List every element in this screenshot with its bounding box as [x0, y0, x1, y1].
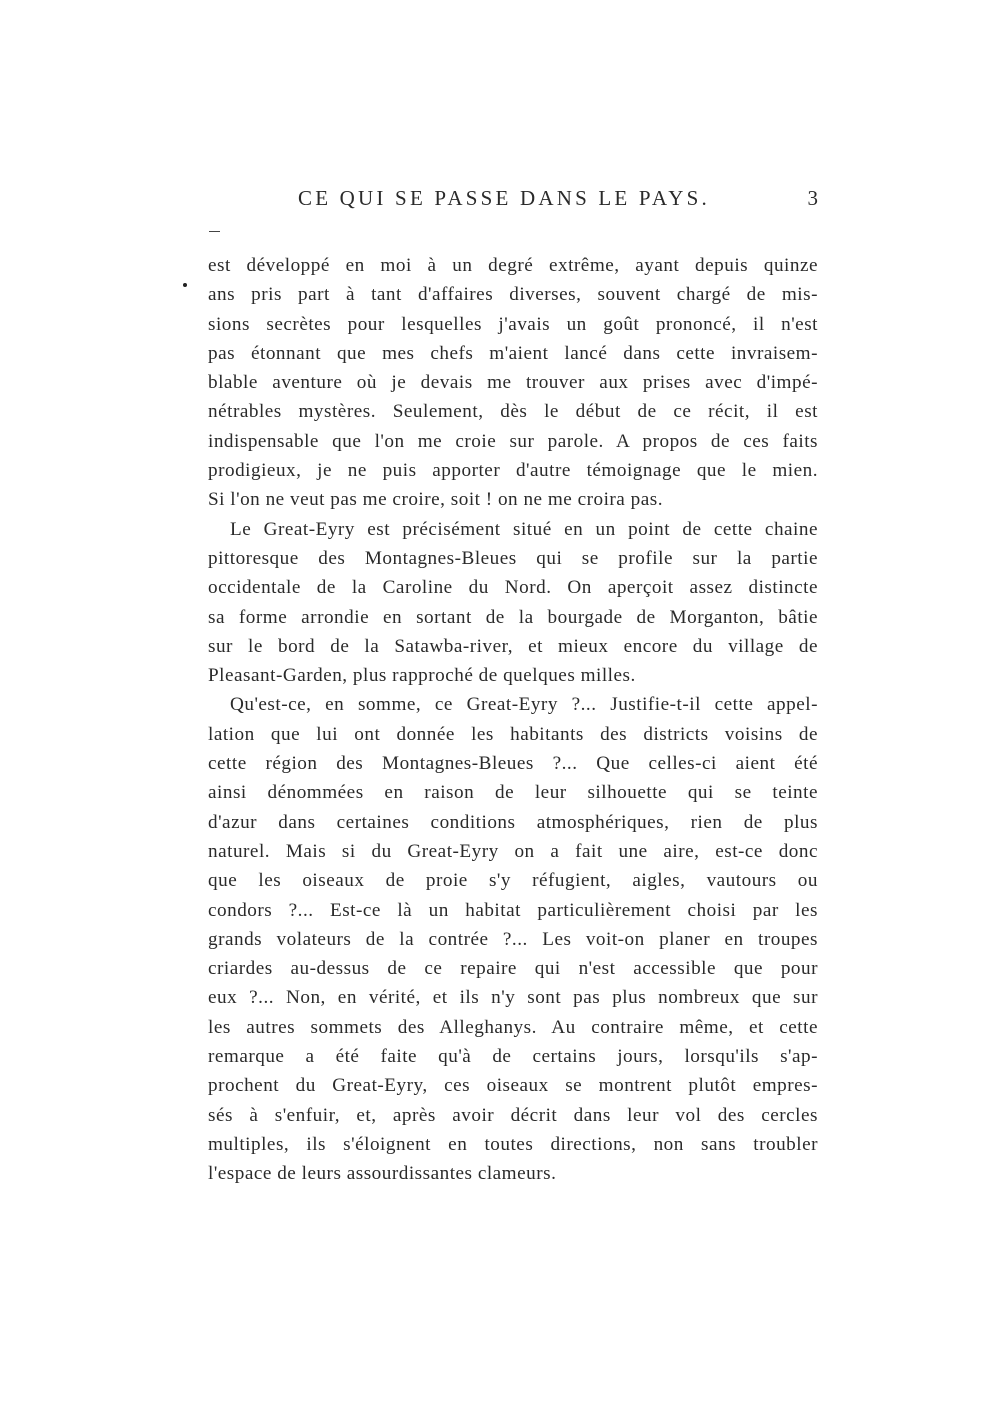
paragraph-2	[208, 515, 818, 691]
running-head	[208, 186, 818, 216]
text-line: l'espace de leurs assourdissantes clameurs.	[208, 1163, 557, 1185]
text-line: condors ?... Est-ce là un habitat particulièrement choisi par les	[208, 899, 818, 921]
text-line: Le Great-Eyry est précisément situé en un point de cette chaine	[230, 518, 818, 540]
text-line: que les oiseaux de proie s'y réfugient, aigles, vautours ou	[208, 870, 818, 892]
text-line: indispensable que l'on me croie sur parole. A propos de ces faits	[208, 430, 818, 452]
text-line: les autres sommets des Alleghanys. Au contraire même, et cette	[208, 1016, 818, 1038]
text-line: remarque a été faite qu'à de certains jours, lorsqu'ils s'ap-	[208, 1046, 818, 1068]
text-line: occidentale de la Caroline du Nord. On aperçoit assez distincte	[208, 577, 818, 599]
paragraph-1	[208, 251, 818, 515]
text-line: lation que lui ont donnée les habitants des districts voisins de	[208, 723, 818, 745]
text-line: cette région des Montagnes-Bleues ?... Que celles-ci aient été	[208, 753, 818, 775]
text-line: ainsi dénommées en raison de leur silhouette qui se teinte	[208, 782, 818, 804]
margin-dot	[183, 283, 187, 287]
text-line: eux ?... Non, en vérité, et ils n'y sont pas plus nombreux que sur	[208, 987, 818, 1009]
text-line: pittoresque des Montagnes-Bleues qui se profile sur la partie	[208, 547, 818, 569]
text-line: d'azur dans certaines conditions atmosphériques, rien de plus	[208, 811, 818, 833]
running-title: CE QUI SE PASSE DANS LE PAYS.	[298, 186, 710, 210]
text-line: naturel. Mais si du Great-Eyry on a fait une aire, est-ce donc	[208, 840, 818, 862]
text-line: sa forme arrondie en sortant de la bourgade de Morganton, bâtie	[208, 606, 818, 628]
text-line: multiples, ils s'éloignent en toutes directions, non sans troubler	[208, 1133, 818, 1155]
text-line: est développé en moi à un degré extrême, ayant depuis quinze	[208, 255, 818, 276]
text-line: sur le bord de la Satawba-river, et mieux encore du village de	[208, 635, 818, 657]
text-line: prodigieux, je ne puis apporter d'autre témoignage que le mien.	[208, 460, 818, 482]
text-line: criardes au-dessus de ce repaire qui n'est accessible que pour	[208, 958, 818, 980]
text-line: grands volateurs de la contrée ?... Les voit-on planer en troupes	[208, 928, 818, 950]
text-line: Si l'on ne veut pas me croire, soit ! on ne me croira pas.	[208, 489, 663, 511]
text-line: prochent du Great-Eyry, ces oiseaux se montrent plutôt empres-	[208, 1075, 818, 1097]
text-line: ans pris part à tant d'affaires diverses, souvent chargé de mis-	[208, 284, 818, 306]
text-line: Pleasant-Garden, plus rapproché de quelques milles.	[208, 665, 636, 687]
text-line: pas étonnant que mes chefs m'aient lancé dans cette invraisem-	[208, 342, 818, 364]
page-number: 3	[807, 186, 818, 210]
text-line: sions secrètes pour lesquelles j'avais un goût prononcé, il n'est	[208, 313, 818, 335]
dash-mark	[209, 231, 220, 232]
text-line: nétrables mystères. Seulement, dès le début de ce récit, il est	[208, 401, 818, 423]
text-line: Qu'est-ce, en somme, ce Great-Eyry ?... Justifie-t-il cette appel-	[230, 694, 818, 716]
text-line: blable aventure où je devais me trouver aux prises avec d'impé-	[208, 372, 818, 394]
text-line: sés à s'enfuir, et, après avoir décrit dans leur vol des cercles	[208, 1104, 818, 1126]
paragraph-3	[208, 690, 818, 1188]
body-text	[208, 251, 818, 1189]
